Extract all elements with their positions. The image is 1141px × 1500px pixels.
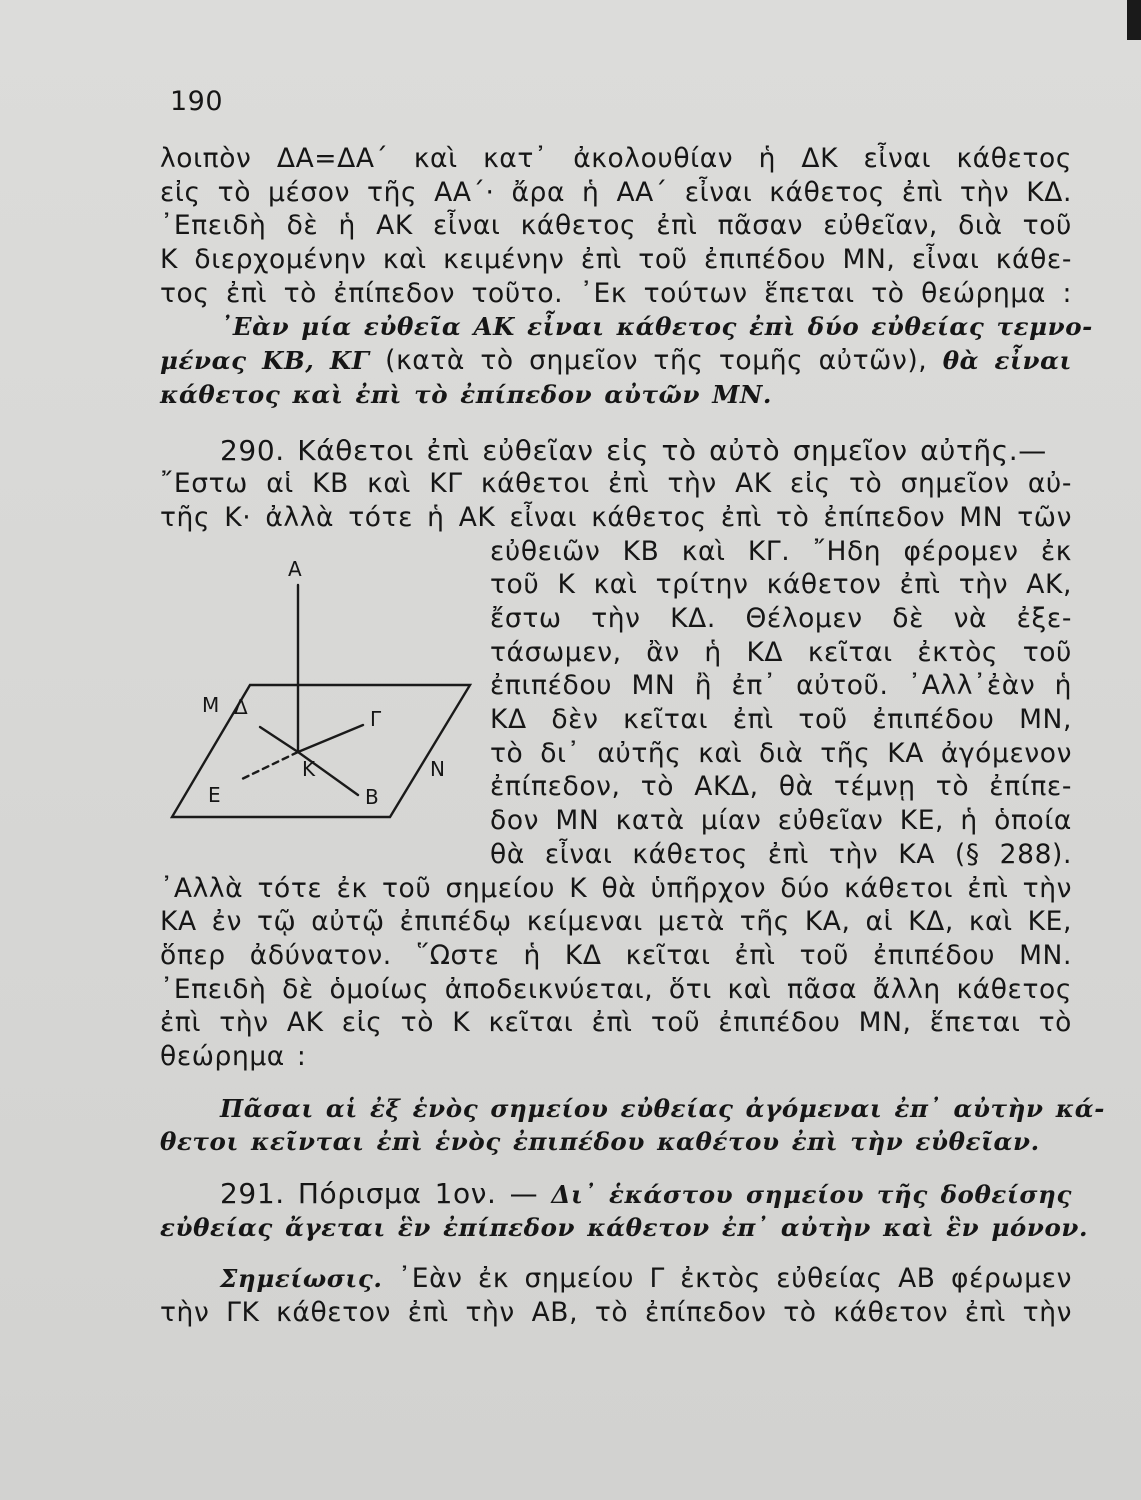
text-line: ᾽Αλλὰ τότε ἐκ τοῦ σημείου Κ θὰ ὑπῆρχον δύο κάθετοι ἐπὶ τὴν <box>160 872 1072 904</box>
text-line: ΚΑ ἐν τῷ αὐτῷ ἐπιπέδῳ κείμεναι μετὰ τῆς ΚΑ, αἱ ΚΔ, καὶ ΚΕ, <box>160 906 1072 938</box>
corollary-line: εὐθείας ἄγεται ἓν ἐπίπεδον κάθετον ἐπ᾽ αὐτὴν καὶ ἓν μόνον. <box>160 1212 1089 1242</box>
geometry-figure <box>160 535 480 835</box>
line-kd <box>260 727 298 752</box>
text-line: ἐπὶ τὴν ΑΚ εἰς τὸ Κ κεῖται ἐπὶ τοῦ ἐπιπέδου ΜΝ, ἕπεται τὸ <box>160 1007 1072 1039</box>
text-line: ΚΔ δὲν κεῖται ἐπὶ τοῦ ἐπιπέδου ΜΝ, <box>490 704 1072 735</box>
figure-side-text <box>490 535 1072 872</box>
text-line: Κ διερχομένην καὶ κειμένην ἐπὶ τοῦ ἐπιπέδου ΜΝ, εἶναι κάθε- <box>160 244 1072 276</box>
label-m: Μ <box>202 692 220 717</box>
page-content <box>160 142 1105 1330</box>
text-line: λοιπὸν ΔΑ=ΔΑ΄ καὶ κατ᾽ ἀκολουθίαν ἡ ΔΚ εἶναι κάθετος <box>160 143 1072 174</box>
page-number: 190 <box>170 86 224 117</box>
theorem-line: θετοι κεῖνται ἐπὶ ἑνὸς ἐπιπέδου καθέτου ἐπὶ τὴν εὐθεῖαν. <box>160 1127 1040 1157</box>
label-e: Ε <box>208 782 221 807</box>
text-line: τος ἐπὶ τὸ ἐπίπεδον τοῦτο. ᾽Εκ τούτων ἕπεται τὸ θεώρημα : <box>160 277 1072 309</box>
remark-text: ᾽Εὰν ἐκ σημείου Γ ἐκτὸς εὐθείας ΑΒ φέρωμεν <box>382 1263 1072 1295</box>
remark <box>160 1262 1072 1329</box>
theorem-line: ᾽Εὰν μία εὐθεῖα ΑΚ εἶναι κάθετος ἐπὶ δύο εὐθείας τεμνο- <box>220 312 1093 342</box>
label-n: Ν <box>430 756 445 781</box>
label-gamma: Γ <box>370 706 382 731</box>
theorem-plain: (κατὰ τὸ σημεῖον τῆς τομῆς αὐτῶν), <box>369 345 943 377</box>
text-line: τῆς Κ· ἀλλὰ τότε ἡ ΑΚ εἶναι κάθετος ἐπὶ τὸ ἐπίπεδον ΜΝ τῶν <box>160 501 1072 533</box>
remark-line <box>160 1262 1072 1296</box>
text-line: ἐπιπέδου ΜΝ ἢ ἐπ᾽ αὐτοῦ. ᾽Αλλ᾽ἐὰν ἡ <box>490 670 1072 702</box>
remark-label: Σημείωσις. <box>220 1264 383 1294</box>
text-line: τὸ δι᾽ αὐτῆς καὶ διὰ τῆς ΚΑ ἀγόμενον <box>490 737 1072 769</box>
corollary-text: Δι᾽ ἑκάστου σημείου τῆς δοθείσης <box>551 1180 1072 1210</box>
theorem-line: κάθετος καὶ ἐπὶ τὸ ἐπίπεδον αὐτῶν ΜΝ. <box>160 379 773 409</box>
label-k: Κ <box>302 756 316 781</box>
line-ke <box>242 752 298 779</box>
theorem-italic: μένας ΚΒ, ΚΓ <box>160 346 370 376</box>
theorem-line: Πᾶσαι αἱ ἐξ ἑνὸς σημείου εὐθείας ἀγόμεναι ἐπ᾽ αὐτὴν κά- <box>220 1093 1105 1123</box>
text-line: ἐπίπεδον, τὸ ΑΚΔ, θὰ τέμνῃ τὸ ἐπίπε- <box>490 771 1072 803</box>
section-heading: 290. Κάθετοι ἐπὶ εὐθεῖαν εἰς τὸ αὐτὸ σημεῖον αὐτῆς.— <box>220 433 1047 467</box>
text-line: θὰ εἶναι κάθετος ἐπὶ τὴν ΚΑ (§ 288). <box>490 838 1072 870</box>
text-line: εὐθειῶν ΚΒ καὶ ΚΓ. ῎Ηδη φέρομεν ἐκ <box>490 535 1072 567</box>
text-line: δον ΜΝ κατὰ μίαν εὐθεῖαν ΚΕ, ἡ ὁποία <box>490 805 1072 837</box>
text-line: θεώρημα : <box>160 1041 307 1072</box>
text-line: ὅπερ ἀδύνατον. ῞Ωστε ἡ ΚΔ κεῖται ἐπὶ τοῦ ἐπιπέδου ΜΝ. <box>160 939 1072 971</box>
theorem-italic: θὰ εἶναι <box>942 346 1073 376</box>
page-edge-shadow <box>1127 0 1141 40</box>
figure-row <box>160 535 1072 872</box>
corollary-line <box>160 1177 1072 1211</box>
theorem-line <box>160 344 1072 378</box>
label-b: Β <box>365 784 379 809</box>
remark-line: τὴν ΓΚ κάθετον ἐπὶ τὴν ΑΒ, τὸ ἐπίπεδον τὸ κάθετον ἐπὶ τὴν <box>160 1297 1072 1329</box>
text-line: τάσωμεν, ἂν ἡ ΚΔ κεῖται ἐκτὸς τοῦ <box>490 636 1072 668</box>
section-291 <box>160 1177 1089 1244</box>
label-a: Α <box>288 556 302 581</box>
text-line: ᾽Επειδὴ δὲ ὁμοίως ἀποδεικνύεται, ὅτι καὶ πᾶσα ἄλλη κάθετος <box>160 973 1072 1005</box>
text-line: ᾽Επειδὴ δὲ ἡ ΑΚ εἶναι κάθετος ἐπὶ πᾶσαν εὐθεῖαν, διὰ τοῦ <box>160 210 1072 242</box>
label-delta: Δ <box>234 694 248 719</box>
paragraph-1 <box>160 142 1072 310</box>
text-line: ῎Εστω αἱ ΚΒ καὶ ΚΓ κάθετοι ἐπὶ τὴν ΑΚ εἰς τὸ σημεῖον αὐ- <box>160 468 1072 500</box>
theorem-1 <box>160 310 1093 411</box>
text-line: τοῦ Κ καὶ τρίτην κάθετον ἐπὶ τὴν ΑΚ, <box>490 569 1072 601</box>
section-290 <box>160 433 1105 1160</box>
line-kg <box>298 725 363 752</box>
corollary-heading: 291. Πόρισμα 1ον. — <box>220 1177 552 1211</box>
text-line: εἰς τὸ μέσον τῆς ΑΑ΄· ἄρα ἡ ΑΑ΄ εἶναι κάθετος ἐπὶ τὴν ΚΔ. <box>160 176 1072 208</box>
text-line: ἔστω τὴν ΚΔ. Θέλομεν δὲ νὰ ἐξε- <box>490 602 1072 634</box>
